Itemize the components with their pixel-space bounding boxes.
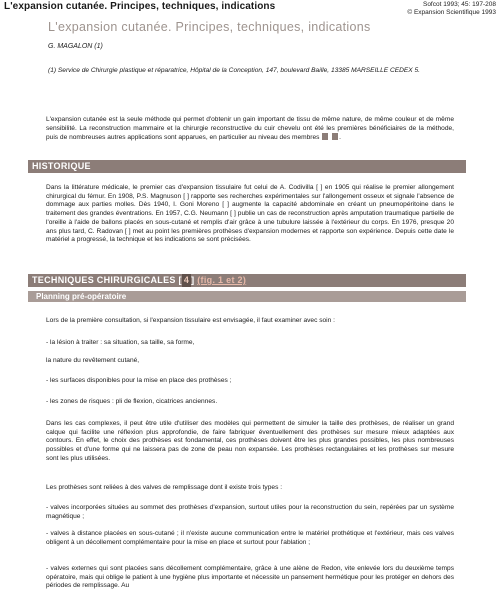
section-heading-historique: HISTORIQUE (28, 160, 466, 173)
author-name: G. MAGALON (1) (48, 43, 103, 50)
reference-link[interactable]: 4 (183, 275, 190, 285)
complex-cases-paragraph: Dans les cas complexes, il peut être utile d'utiliser des modèles qui permettent de simuler la taille des prothèses, de réaliser un grand calque qui facilite une réflexion plus approfondie, de faire fabriquer éventuellement des prothèses sur mesure mieux adaptées aux contours. En effet, le choix des prothèses est fondamental, ces prothèses doivent être les plus grandes possibles, les plus nombreuses possibles et d'une forme qui ne laissera pas de zone de peau non expansée. Les prothèses rectangulaires et les prothèses sur mesure sont les plus utilisées. (46, 420, 454, 462)
subsection-heading-planning: Planning pré-opératoire (28, 291, 466, 302)
techniques-title: TECHNIQUES CHIRURGICALES [ (32, 275, 182, 285)
reference-link[interactable] (322, 133, 328, 140)
section-heading-techniques: TECHNIQUES CHIRURGICALES [ 4 ] (fig. 1 et 2) (28, 274, 466, 287)
historique-paragraph: Dans la littérature médicale, le premier cas d'expansion tissulaire fut celui de A. Codivilla [ ] en 1905 qui réalise le premier allongement chirurgical du fémur. En 1908, P.S. Magnuson [ ] rapporte ses recherches expérimentales sur l'allongement osseux et signale l'absence de dommage aux parties molles. Dès 1940, I. Goni Moreno [ ] augmente la capacité abdominale en créant un pneumopéritoine dans le traitement des grandes éventrations. En 1957, C.G. Neumann [ ] publie un cas de reconstruction après amputation traumatique partielle de l'oreille à l'aide de ballons placés en sous-cutané et remplis d'air grâce à une tubulure laissée à l'extérieur du corps. En 1976, presque 20 ans plus tard, C. Radovan [ ] met au point les premières prothèses d'expansion modernes et rapporte son expérience. Depuis cette date le matériel a progressé, la technique et les indications se sont précisées. (46, 184, 454, 244)
intro-text: L'expansion cutanée est la seule méthode qui permet d'obtenir un gain important de tissu de même nature, de même couleur et de même sensibilité. La reconstruction mammaire et la chirurgie reconstructive du cuir chevelu ont été les premières bénéficiaires de la méthode, puis de nombreuses autres applications sont apparues, en particulier au niveau des membres (46, 116, 454, 142)
valve-item-3: - valves externes qui sont placées sans décollement complémentaire, grâce à une alène de Redon, vite enlevée lors du deuxième temps opératoire, mais qui oblige le patient à une hygiène plus importante et nécessite un pansement hermétique pour les protéger en dehors des périodes de remplissage. Au (46, 565, 454, 590)
valve-item-2: - valves à distance placées en sous-cutané ; il n'existe aucune communication entre le matériel prothétique et l'extérieur, mais ces valves obligent à un décollement complémentaire pour la mise en place et surtout pour l'ablation ; (46, 530, 454, 546)
valve-item-1: - valves incorporées situées au sommet des prothèses d'expansion, surtout utiles pour la reconstruction du sein, repérées par un système magnétique ; (46, 504, 454, 520)
journal-reference (407, 1, 496, 17)
copyright-line: © Expansion Scientifique 1993 (407, 9, 496, 16)
journal-line: Sofcot 1993; 45: 197-208 (422, 1, 496, 8)
article-title: L'expansion cutanée. Principes, techniques, indications (48, 20, 371, 34)
running-title: L'expansion cutanée. Principes, techniques, indications (4, 1, 276, 12)
planning-intro: Lors de la première consultation, si l'expansion tissulaire est envisagée, il faut examiner avec soin : (46, 317, 335, 324)
list-item: la nature du revêtement cutané, (46, 357, 140, 364)
reference-link[interactable] (332, 133, 338, 140)
list-item: - les zones de risques : pli de flexion, cicatrices anciennes. (46, 398, 218, 405)
figure-link[interactable]: (fig. 1 et 2) (197, 275, 247, 285)
valves-intro: Les prothèses sont reliées à des valves de remplissage dont il existe trois types : (46, 484, 283, 491)
list-item: - la lésion à traiter : sa situation, sa taille, sa forme, (46, 339, 195, 346)
intro-paragraph: L'expansion cutanée est la seule méthode qui permet d'obtenir un gain important de tissu de même nature, de même couleur et de même sensibilité. La reconstruction mammaire et la chirurgie reconstructive du cuir chevelu ont été les premières bénéficiaires de la méthode, puis de nombreuses autres applications sont apparues, en particulier au niveau des membres . (46, 116, 454, 142)
author-affiliation: (1) Service de Chirurgie plastique et réparatrice, Hôpital de la Conception, 147, boulevard Baille, 13385 MARSEILLE CEDEX 5. (48, 67, 421, 74)
list-item: - les surfaces disponibles pour la mise en place des prothèses ; (46, 377, 232, 384)
